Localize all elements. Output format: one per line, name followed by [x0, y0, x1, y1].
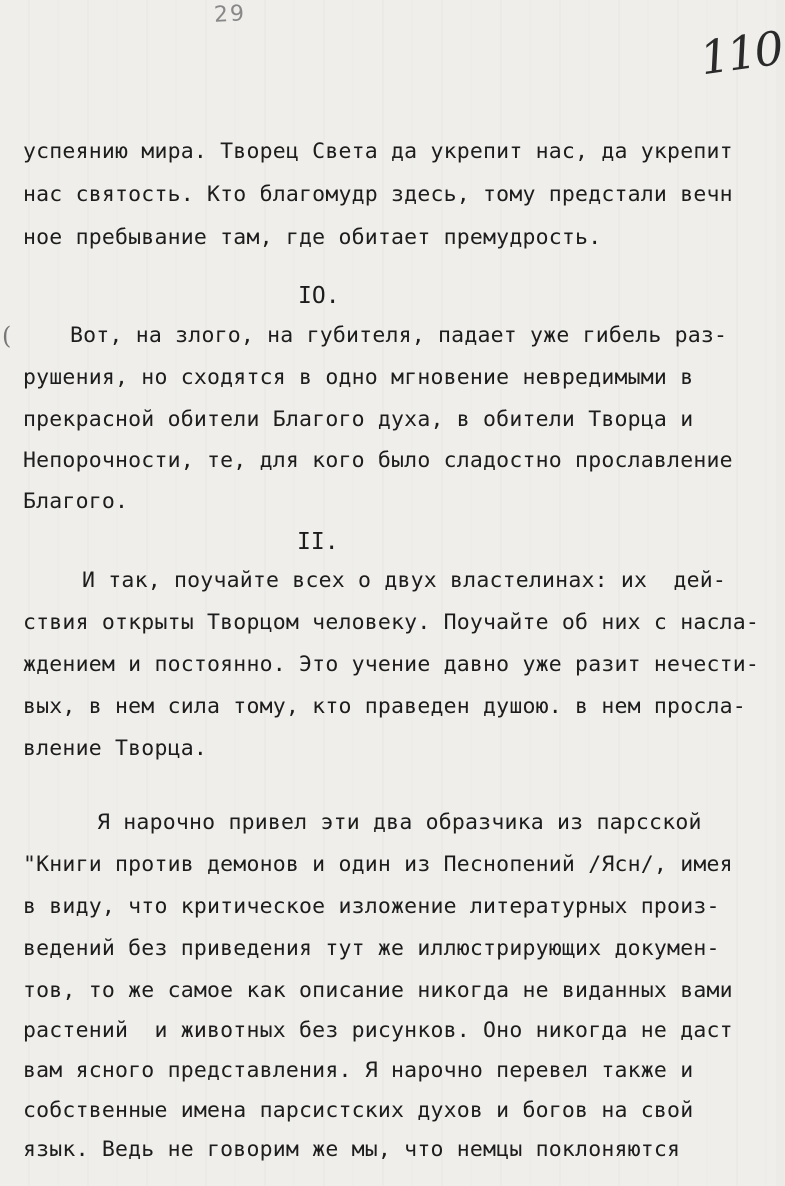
text-line: Вот, на злого, на губителя, падает уже гибель раз- — [70, 323, 728, 348]
text-line: язык. Ведь не говорим же мы, что немцы поклоняются — [23, 1137, 681, 1162]
text-line: ное пребывание там, где обитает премудрость. — [23, 225, 602, 250]
text-line: растений и животных без рисунков. Оно никогда не даст — [23, 1018, 733, 1043]
archive-number: 29 — [213, 1, 247, 28]
text-line: успеянию мира. Творец Света да укрепит нас, да укрепит — [23, 139, 733, 164]
text-line: нас святость. Кто благомудр здесь, тому предстали вечн — [23, 182, 733, 207]
section-number-10: IO. — [298, 283, 340, 309]
text-line: ждением и постоянно. Это учение давно уже разит нечести- — [23, 652, 760, 677]
text-line: собственные имена парсистских духов и богов на свой — [23, 1098, 694, 1123]
text-line: "Книги против демонов и один из Песнопений /Ясн/, имея — [23, 852, 733, 877]
text-line: в виду, что критическое изложение литературных произ- — [23, 894, 720, 919]
section-number-11: II. — [297, 529, 339, 555]
text-line: тов, то же самое как описание никогда не виданных вами — [23, 978, 733, 1003]
text-line: ведений без приведения тут же иллюстрирующих докумен- — [23, 936, 720, 961]
text-line: Непорочности, те, для кого было сладостно прославление — [23, 448, 733, 473]
text-line: вых, в нем сила тому, кто праведен душою. в нем просла- — [23, 694, 746, 719]
margin-mark: ( — [2, 322, 12, 350]
text-line: вам ясного представления. Я нарочно перевел также и — [23, 1058, 694, 1083]
text-line: Я нарочно привел эти два образчика из парсской — [97, 810, 702, 835]
text-line: И так, поучайте всех о двух властелинах: их дей- — [82, 568, 727, 593]
text-line: рушения, но сходятся в одно мгновение невредимыми в — [23, 365, 694, 390]
text-line: ствия открыты Творцом человеку. Поучайте об них с насла- — [23, 610, 760, 635]
page-number: 110 — [696, 20, 785, 86]
text-line: вление Творца. — [23, 736, 208, 761]
text-line: прекрасной обители Благого духа, в обители Творца и — [23, 407, 694, 432]
text-line: Благого. — [23, 489, 129, 514]
